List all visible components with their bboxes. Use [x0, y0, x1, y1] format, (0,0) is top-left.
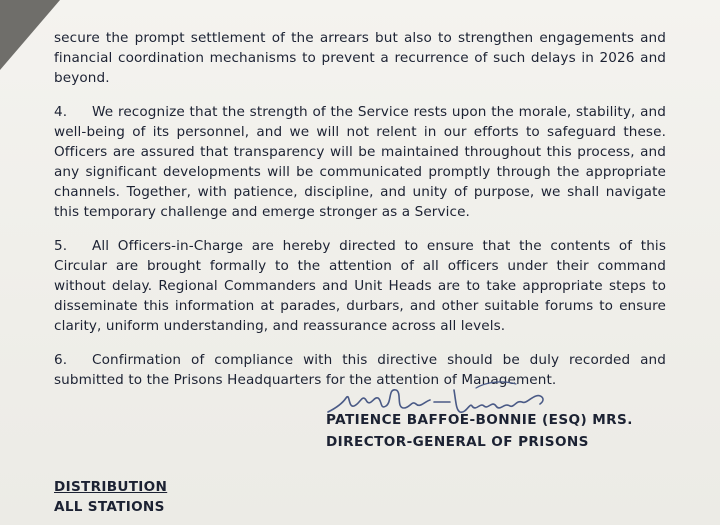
folded-corner: [0, 0, 60, 70]
paragraph-number: 5.: [54, 238, 68, 254]
signature-block: [326, 378, 646, 458]
paragraph-text: We recognize that the strength of the Service rests upon the morale, stability, and well-being of its personnel, and we will not relent in our efforts to safeguard these. Officers are assured that transparency will be maintained throughout this process, and any significant developments will be communicated promptly through the appropriate channels. Together, with patience, discipline, and unity of purpose, we shall navigate this temporary challenge and emerge stronger as a Service.: [54, 104, 666, 220]
continuation-line-2: coordination mechanisms to prevent a recurrence of such delays in 2026 and beyond.: [54, 50, 667, 86]
signatory-name: PATIENCE BAFFOE-BONNIE (ESQ) MRS.: [326, 412, 633, 428]
document-body: [54, 28, 666, 390]
signatory-title: DIRECTOR-GENERAL OF PRISONS: [326, 434, 589, 450]
paragraph-5: [54, 236, 666, 336]
paragraph-4: [54, 102, 666, 222]
paragraph-number: 4.: [54, 104, 68, 120]
continuation-line-1: secure the prompt settlement of the arrears but also to strengthen engagements and financial: [54, 30, 666, 66]
distribution-item: ALL STATIONS: [54, 499, 165, 515]
paragraph-number: 6.: [54, 352, 68, 368]
distribution-heading: DISTRIBUTION: [54, 479, 168, 495]
continuation-paragraph: [54, 28, 666, 88]
paragraph-text: All Officers-in-Charge are hereby directed to ensure that the contents of this Circular are brought formally to the attention of all officers under their command without delay. Regional Commanders and Unit Heads are to take appropriate steps to disseminate this information at parades, durbars, and other suitable forums to ensure clarity, uniform understanding, and reassurance across all levels.: [54, 238, 666, 334]
paragraph-text: Confirmation of compliance with this directive should be duly recorded and submitted to the Prisons Headquarters for the attention of Management.: [54, 352, 666, 388]
